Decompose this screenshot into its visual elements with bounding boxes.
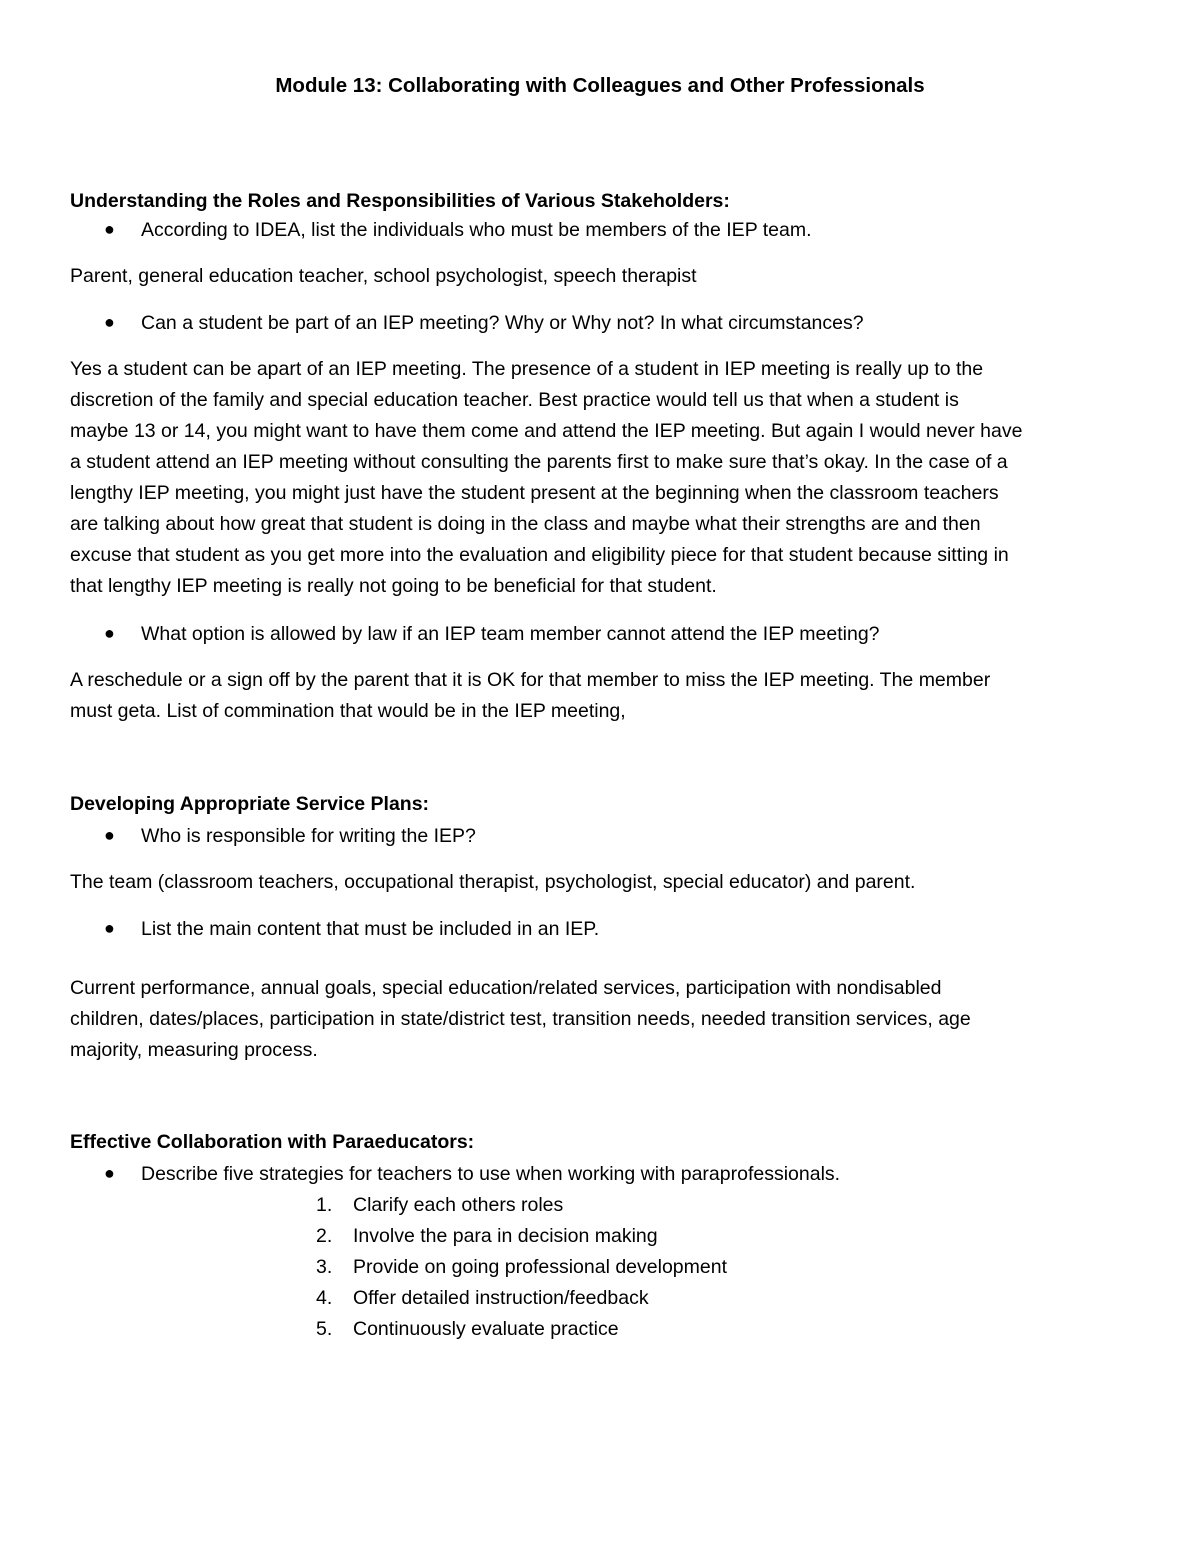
section-heading-service-plans: Developing Appropriate Service Plans:: [70, 793, 430, 815]
bullet-icon: ●: [104, 219, 115, 239]
answer-line: majority, measuring process.: [70, 1039, 318, 1061]
answer-line: that lengthy IEP meeting is really not going to be beneficial for that student.: [70, 575, 717, 597]
answer-line: excuse that student as you get more into the evaluation and eligibility piece for that student because sitting in: [70, 544, 1009, 566]
list-number: 4.: [316, 1287, 333, 1309]
answer-line: maybe 13 or 14, you might want to have them come and attend the IEP meeting. But again I would never have: [70, 420, 1023, 442]
list-item: Continuously evaluate practice: [353, 1318, 619, 1340]
answer-line: A reschedule or a sign off by the parent that it is OK for that member to miss the IEP meeting. The member: [70, 669, 991, 691]
answer-line: lengthy IEP meeting, you might just have the student present at the beginning when the classroom teachers: [70, 482, 999, 504]
section-heading-stakeholders: Understanding the Roles and Responsibilities of Various Stakeholders:: [70, 190, 730, 212]
answer-line: Yes a student can be apart of an IEP meeting. The presence of a student in IEP meeting is really up to the: [70, 358, 984, 380]
question-student-attend: Can a student be part of an IEP meeting? Why or Why not? In what circumstances?: [141, 312, 864, 334]
bullet-icon: ●: [104, 825, 115, 845]
answer-who-writes-iep: The team (classroom teachers, occupational therapist, psychologist, special educator) and parent.: [70, 871, 916, 893]
list-number: 3.: [316, 1256, 333, 1278]
list-item: Clarify each others roles: [353, 1194, 564, 1216]
section-heading-paraeducators: Effective Collaboration with Paraeducators:: [70, 1131, 475, 1153]
question-member-absent: What option is allowed by law if an IEP team member cannot attend the IEP meeting?: [141, 623, 880, 645]
answer-line: a student attend an IEP meeting without consulting the parents first to make sure that’s okay. In the case of a: [70, 451, 1008, 473]
answer-iep-members: Parent, general education teacher, school psychologist, speech therapist: [70, 265, 697, 287]
question-iep-members: According to IDEA, list the individuals who must be members of the IEP team.: [141, 219, 812, 241]
question-iep-content: List the main content that must be included in an IEP.: [141, 918, 600, 940]
answer-line: Current performance, annual goals, special education/related services, participation with nondisabled: [70, 977, 942, 999]
answer-line: must geta. List of commination that would be in the IEP meeting,: [70, 700, 626, 722]
list-number: 5.: [316, 1318, 333, 1340]
question-five-strategies: Describe five strategies for teachers to use when working with paraprofessionals.: [141, 1163, 841, 1185]
answer-line: children, dates/places, participation in state/district test, transition needs, needed transition services, age: [70, 1008, 971, 1030]
bullet-icon: ●: [104, 312, 115, 332]
list-item: Involve the para in decision making: [353, 1225, 658, 1247]
question-who-writes-iep: Who is responsible for writing the IEP?: [141, 825, 476, 847]
answer-line: are talking about how great that student is doing in the class and maybe what their strengths are and then: [70, 513, 981, 535]
page-title: Module 13: Collaborating with Colleagues and Other Professionals: [275, 74, 925, 97]
bullet-icon: ●: [104, 623, 115, 643]
list-item: Provide on going professional development: [353, 1256, 727, 1278]
list-number: 2.: [316, 1225, 333, 1247]
bullet-icon: ●: [104, 918, 115, 938]
bullet-icon: ●: [104, 1163, 115, 1183]
answer-line: discretion of the family and special education teacher. Best practice would tell us that when a student is: [70, 389, 959, 411]
list-number: 1.: [316, 1194, 333, 1216]
list-item: Offer detailed instruction/feedback: [353, 1287, 649, 1309]
